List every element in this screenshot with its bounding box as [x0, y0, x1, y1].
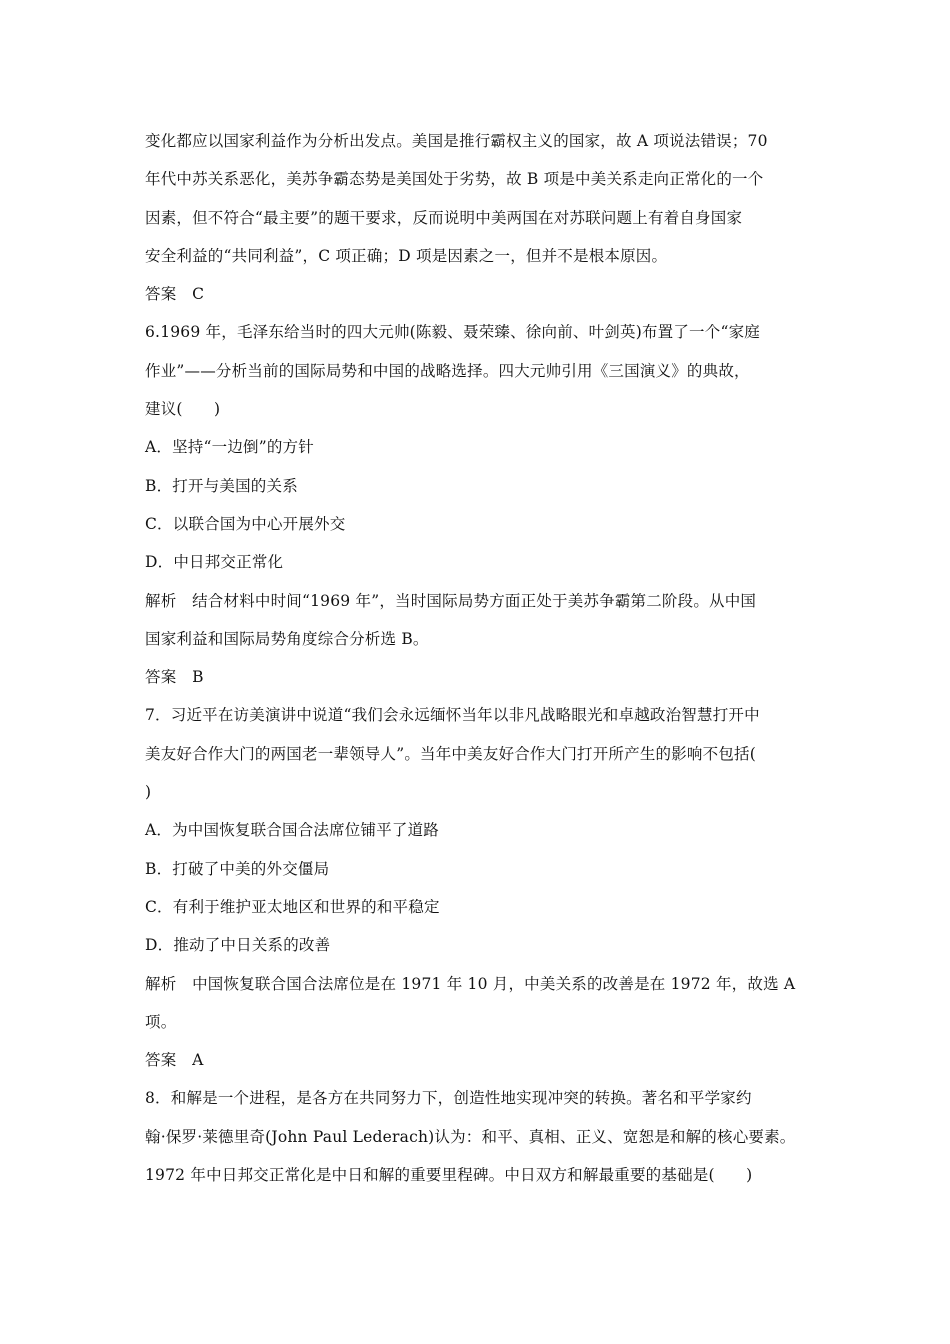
question-7-line: 美友好合作大门的两国老一辈领导人”。当年中美友好合作大门打开所产生的影响不包括( [145, 744, 756, 763]
question-8-line: 8．和解是一个进程，是各方在共同努力下，创造性地实现冲突的转换。著名和平学家约 [145, 1089, 752, 1108]
question-6-line: 作业”——分析当前的国际局势和中国的战略选择。四大元帅引用《三国演义》的典故， [145, 361, 750, 380]
question-6-line: 建议( ) [145, 400, 221, 419]
text-line: 年代中苏关系恶化，美苏争霸态势是美国处于劣势，故 B 项是中美关系走向正常化的一个 [145, 170, 764, 189]
question-8-line: 翰·保罗·莱德里奇(John Paul Lederach)认为：和平、真相、正义、宽恕是和解的核心要素。 [145, 1127, 796, 1146]
question-6-line: 6.1969 年，毛泽东给当时的四大元帅(陈毅、聂荣臻、徐向前、叶剑英)布置了一个“家庭 [145, 323, 760, 342]
option-d: D．推动了中日关系的改善 [145, 936, 331, 955]
text-line: 安全利益的“共同利益”，C 项正确；D 项是因素之一，但并不是根本原因。 [145, 246, 668, 265]
option-c: C．以联合国为中心开展外交 [145, 514, 346, 533]
text-line: 变化都应以国家利益作为分析出发点。美国是推行霸权主义的国家，故 A 项说法错误；70 [145, 132, 768, 150]
option-d: D．中日邦交正常化 [145, 553, 284, 572]
answer-line: 答案 C [145, 285, 205, 304]
option-c: C．有利于维护亚太地区和世界的和平稳定 [145, 897, 440, 916]
analysis-line: 解析 结合材料中时间“1969 年”，当时国际局势方面正处于美苏争霸第二阶段。从中国 [145, 591, 757, 610]
question-8-line: 1972 年中日邦交正常化是中日和解的重要里程碑。中日双方和解最重要的基础是( ) [145, 1166, 753, 1185]
question-7-line: ) [145, 783, 152, 802]
question-7-line: 7．习近平在访美演讲中说道“我们会永远缅怀当年以非凡战略眼光和卓越政治智慧打开中 [145, 706, 760, 725]
analysis-line: 国家利益和国际局势角度综合分析选 B。 [145, 629, 429, 648]
document-body [145, 122, 825, 1194]
option-a: A．为中国恢复联合国合法席位铺平了道路 [145, 821, 439, 840]
option-b: B．打破了中美的外交僵局 [145, 859, 330, 878]
analysis-line: 解析 中国恢复联合国合法席位是在 1971 年 10 月，中美关系的改善是在 1972 年，故选 A [145, 974, 796, 993]
analysis-line: 项。 [145, 1012, 177, 1031]
answer-line: 答案 A [145, 1051, 204, 1070]
text-line: 因素，但不符合“最主要”的题干要求，反而说明中美两国在对苏联问题上有着自身国家 [145, 208, 743, 227]
answer-line: 答案 B [145, 668, 204, 687]
option-a: A．坚持“一边倒”的方针 [145, 438, 314, 457]
option-b: B．打开与美国的关系 [145, 476, 298, 495]
